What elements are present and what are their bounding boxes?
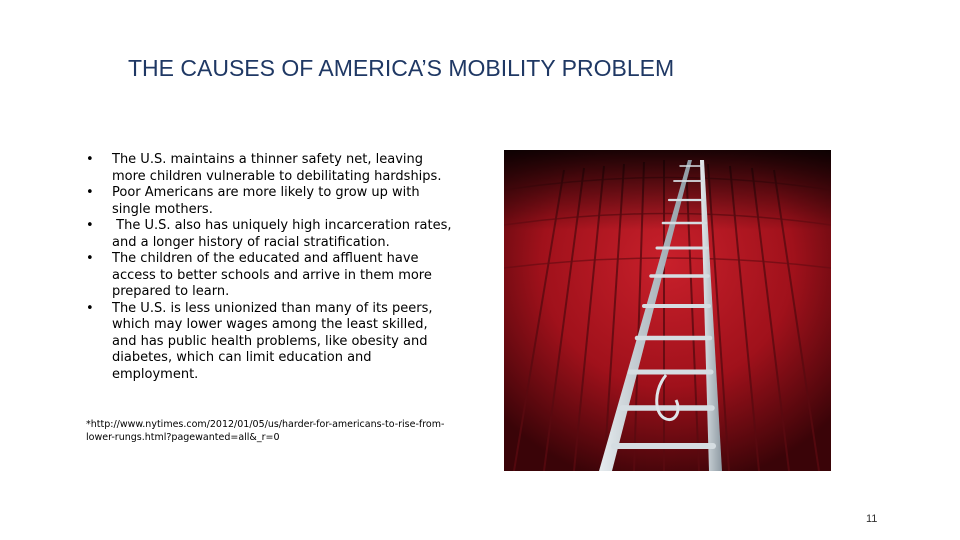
bullet-item <box>86 301 456 384</box>
bullet-list <box>86 152 456 383</box>
ladder-illustration <box>504 150 831 471</box>
bullet-text: The U.S. is less unionized than many of its peers, which may lower wages among the least skilled, and has public health problems, like obesity and diabetes, which can limit education and employment. <box>112 300 433 382</box>
bullet-dot: • <box>86 152 94 167</box>
bullet-item <box>86 218 456 251</box>
bullet-item <box>86 185 456 218</box>
bullet-dot: • <box>86 185 94 200</box>
bullet-text: The U.S. also has uniquely high incarceration rates, and a longer history of racial stratification. <box>112 218 456 250</box>
page-number: 11 <box>866 513 878 525</box>
ladder-photo <box>504 150 831 471</box>
bullet-dot: • <box>86 218 94 233</box>
bullet-dot: • <box>86 251 94 266</box>
bullet-item <box>86 251 456 301</box>
bullet-dot: • <box>86 300 94 316</box>
bullet-item <box>86 152 456 185</box>
bullet-text: The children of the educated and affluent have access to better schools and arrive in them more prepared to learn. <box>112 251 432 299</box>
bullet-text: Poor Americans are more likely to grow up with single mothers. <box>112 185 420 217</box>
bullet-text: The U.S. maintains a thinner safety net, leaving more children vulnerable to debilitating hardships. <box>112 152 442 184</box>
slide-title: THE CAUSES OF AMERICA’S MOBILITY PROBLEM <box>128 55 675 81</box>
source-footnote: *http://www.nytimes.com/2012/01/05/us/harder-for-americans-to-rise-from-lower-rungs.html?pagewanted=all&_r=0 <box>86 419 445 443</box>
